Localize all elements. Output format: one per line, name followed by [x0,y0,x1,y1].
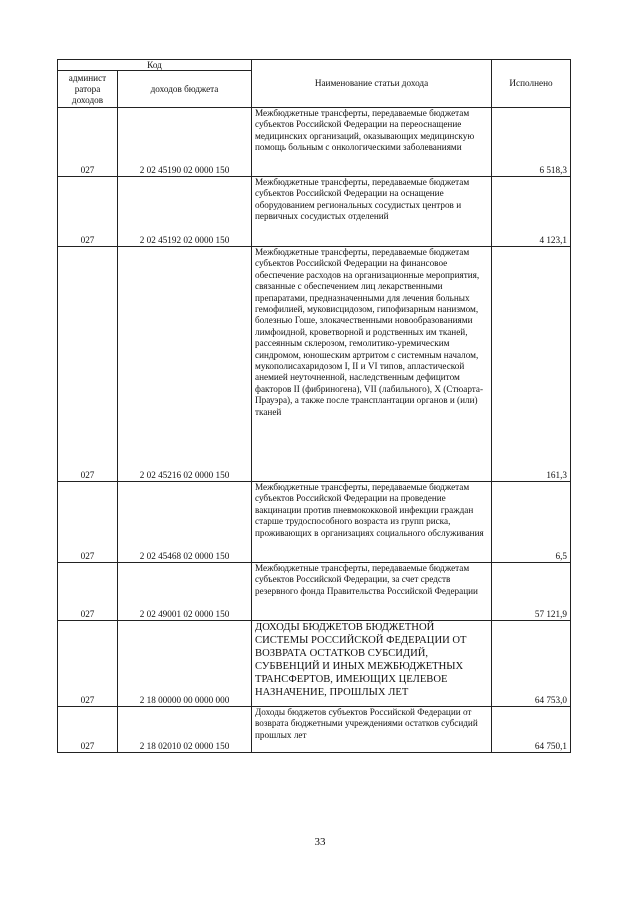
page-number: 33 [314,836,326,848]
table-row [58,563,571,621]
income-code-cell: 2 18 00000 00 0000 000 [118,621,252,707]
table-row [58,177,571,247]
amount-cell: 57 121,9 [492,563,571,621]
item-name-cell: Межбюджетные трансферты, передаваемые бюджетам субъектов Российской Федерации, за счет средств резервного фонда Правительства Российской Федерации [252,563,492,621]
admin-code-cell: 027 [58,482,118,563]
item-name-cell: ДОХОДЫ БЮДЖЕТОВ БЮДЖЕТНОЙ СИСТЕМЫ РОССИЙСКОЙ ФЕДЕРАЦИИ ОТ ВОЗВРАТА ОСТАТКОВ СУБСИДИЙ, СУБВЕНЦИЙ И ИНЫХ МЕЖБЮДЖЕТНЫХ ТРАНСФЕРТОВ, ИМЕЮЩИХ ЦЕЛЕВОЕ НАЗНАЧЕНИЕ, ПРОШЛЫХ ЛЕТ [252,621,492,707]
header-row-top [58,60,571,71]
admin-code-cell: 027 [58,108,118,177]
item-name-cell: Межбюджетные трансферты, передаваемые бюджетам субъектов Российской Федерации на оснащение оборудованием региональных сосудистых центров и первичных сосудистых отделений [252,177,492,247]
amount-cell: 4 123,1 [492,177,571,247]
header-admin: админист ратора доходов [58,71,118,108]
amount-cell: 6,5 [492,482,571,563]
header-executed: Исполнено [492,60,571,108]
table-row [58,621,571,707]
amount-cell: 161,3 [492,247,571,482]
income-code-cell: 2 02 45216 02 0000 150 [118,247,252,482]
income-code-cell: 2 02 45468 02 0000 150 [118,482,252,563]
admin-code-cell: 027 [58,563,118,621]
header-income-code: доходов бюджета [118,71,252,108]
income-code-cell: 2 18 02010 02 0000 150 [118,707,252,753]
amount-cell: 64 753,0 [492,621,571,707]
header-kod: Код [58,60,252,71]
admin-code-cell: 027 [58,177,118,247]
admin-code-cell: 027 [58,247,118,482]
amount-cell: 64 750,1 [492,707,571,753]
item-name-cell: Межбюджетные трансферты, передаваемые бюджетам субъектов Российской Федерации на финансовое обеспечение расходов на организационные мероприятия, связанные с обеспечением лиц лекарственными препаратами, предназначенными для лечения больных гемофилией, муковисцидозом, гипофизарным нанизмом, болезнью Гоше, злокачественными новообразованиями лимфоидной, кроветворной и родственных им тканей, рассеянным склерозом, гемолитико-уремическим синдромом, юношеским артритом с системным началом, мукополисахаридозом I, II и VI типов, апластической анемией неуточненной, наследственным дефицитом факторов II (фибриногена), VII (лабильного), X (Стюарта-Прауэра), а также после трансплантации органов и (или) тканей [252,247,492,482]
item-name-cell: Доходы бюджетов субъектов Российской Федерации от возврата бюджетными учреждениями остатков субсидий прошлых лет [252,707,492,753]
item-name-cell: Межбюджетные трансферты, передаваемые бюджетам субъектов Российской Федерации на переоснащение медицинских организаций, оказывающих медицинскую помощь больным с онкологическими заболеваниями [252,108,492,177]
table-row [58,707,571,753]
amount-cell: 6 518,3 [492,108,571,177]
admin-code-cell: 027 [58,621,118,707]
admin-code-cell: 027 [58,707,118,753]
table-row [58,247,571,482]
table-row [58,108,571,177]
income-code-cell: 2 02 49001 02 0000 150 [118,563,252,621]
item-name-cell: Межбюджетные трансферты, передаваемые бюджетам субъектов Российской Федерации на проведение вакцинации против пневмококковой инфекции граждан старше трудоспособного возраста из групп риска, проживающих в организациях социального обслуживания [252,482,492,563]
income-code-cell: 2 02 45190 02 0000 150 [118,108,252,177]
income-code-cell: 2 02 45192 02 0000 150 [118,177,252,247]
header-item-name: Наименование статьи дохода [252,60,492,108]
table-row [58,482,571,563]
revenue-table [57,59,571,753]
